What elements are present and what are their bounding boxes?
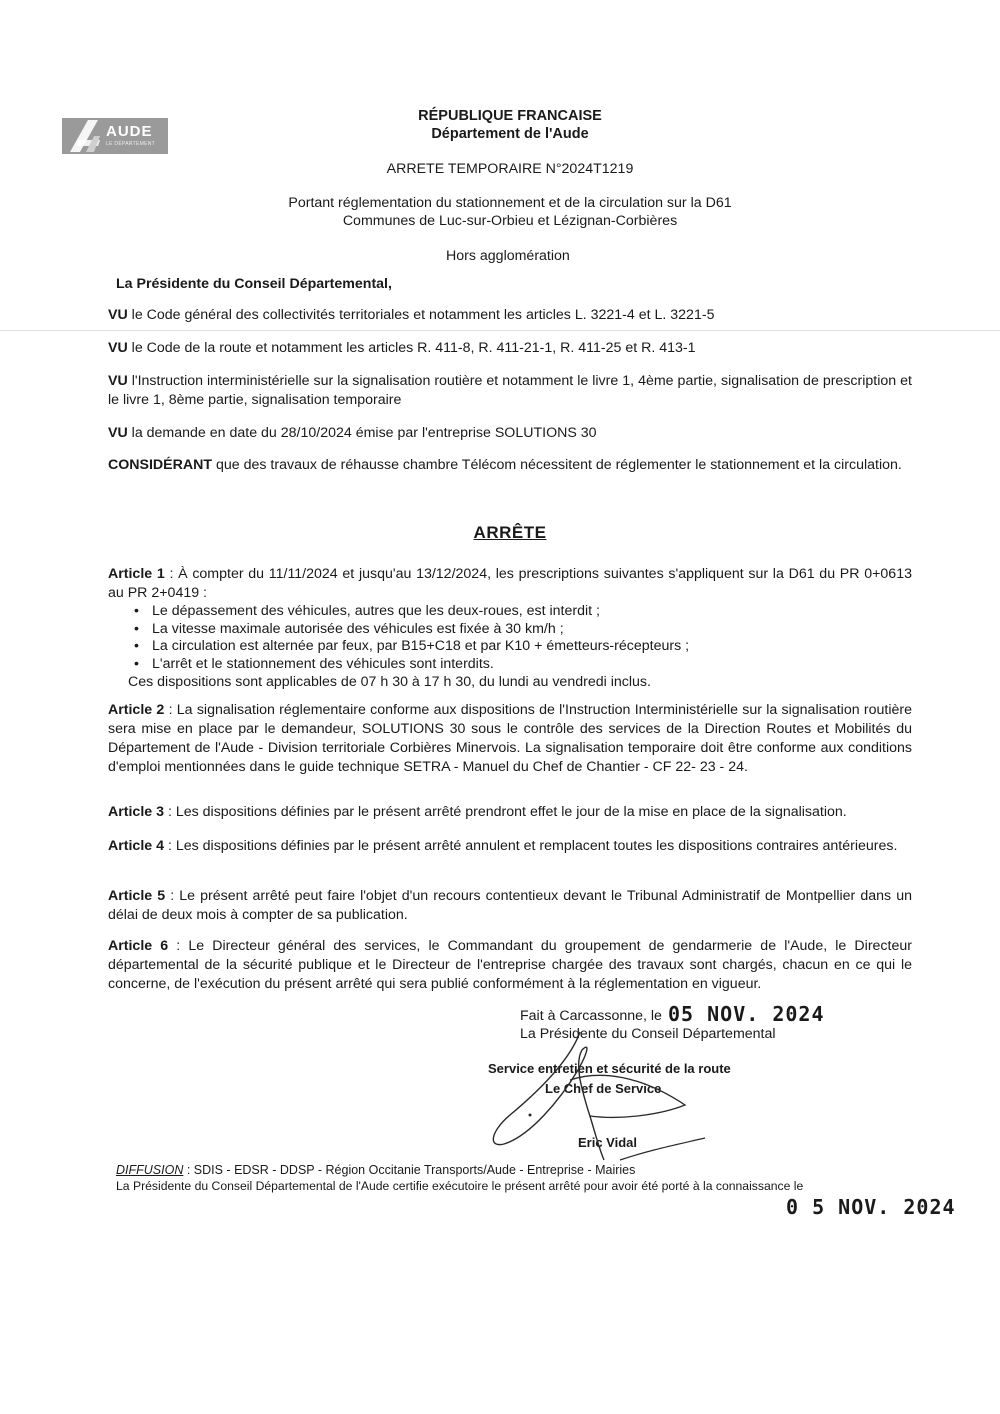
handwritten-signature: [470, 1020, 730, 1170]
vu-item: [108, 372, 912, 410]
signature-role: La Présidente du Conseil Départemental: [520, 1026, 776, 1042]
article-1: [108, 565, 912, 692]
location-label: Hors agglomération: [446, 248, 570, 264]
article-5-text: : Le présent arrêté peut faire l'objet d'un recours contentieux devant le Tribunal Administratif de Montpellier dans un délai de deux mois à compter de sa publication.: [108, 888, 912, 923]
article-6-label: Article 6: [108, 938, 169, 954]
considerant: [108, 456, 912, 475]
vu-label: VU: [108, 373, 128, 389]
signature-service: Service entretien et sécurité de la route: [488, 1061, 731, 1076]
vu-label: VU: [108, 425, 128, 441]
logo-subtitle: LE DÉPARTEMENT: [106, 141, 156, 147]
department-heading: Département de l'Aude: [431, 126, 589, 142]
republic-heading: RÉPUBLIQUE FRANCAISE: [418, 108, 602, 124]
article-2-label: Article 2: [108, 702, 165, 718]
diffusion-label: DIFFUSION: [116, 1163, 184, 1177]
vu-text: le Code de la route et notamment les articles R. 411-8, R. 411-21-1, R. 411-25 et R. 413-1: [131, 340, 696, 356]
president-title: La Présidente du Conseil Départemental,: [116, 276, 392, 292]
certification-date-stamp: 0 5 NOV. 2024: [786, 1195, 956, 1219]
article-1-label: Article 1: [108, 566, 165, 582]
subject-line-1: Portant réglementation du stationnement et de la circulation sur la D61: [288, 195, 732, 211]
article-1-bullets: [132, 603, 912, 673]
article-4: [108, 837, 912, 856]
vu-label: VU: [108, 340, 128, 356]
signature-chief: Le Chef de Service: [545, 1081, 662, 1096]
diffusion-line: [116, 1163, 916, 1178]
considerant-label: CONSIDÉRANT: [108, 457, 213, 473]
signature-name: Eric Vidal: [578, 1135, 638, 1150]
considerant-text: que des travaux de réhausse chambre Télécom nécessitent de réglementer le stationnement et la circulation.: [216, 457, 902, 473]
vu-text: la demande en date du 28/10/2024 émise par l'entreprise SOLUTIONS 30: [131, 425, 597, 441]
vu-item: [108, 306, 912, 325]
article-2-text: : La signalisation réglementaire conforme aux dispositions de l'Instruction Interministérielle sur la signalisation routière sera mise en place par le demandeur, SOLUTIONS 30 sous le contrôle des services de la Direction Routes et Mobilités du Département de l'Aude - Division territoriale Corbières Minervois. La signalisation temporaire doit être conforme aux conditions d'emploi mentionnées dans le guide technique SETRA - Manuel du Chef de Chantier - CF 22- 23 - 24.: [108, 702, 912, 775]
article-5: [108, 887, 912, 925]
vu-text: le Code général des collectivités territoriales et notamment les articles L. 3221-4 et L. 3221-5: [131, 307, 715, 323]
signature-place: Fait à Carcassonne, le: [520, 1008, 662, 1024]
article-2: [108, 701, 912, 777]
vu-label: VU: [108, 307, 128, 323]
article-4-label: Article 4: [108, 838, 164, 854]
article-6: [108, 937, 912, 994]
list-item: • La circulation est alternée par feux, par B15+C18 et par K10 + émetteurs-récepteurs ;: [132, 638, 912, 656]
article-3-text: : Les dispositions définies par le présent arrêté prendront effet le jour de la mise en place de la signalisation.: [167, 804, 847, 820]
vu-text: l'Instruction interministérielle sur la signalisation routière et notamment le livre 1, 4ème partie, signalisation de prescription et le livre 1, 8ème partie, signalisation temporaire: [108, 373, 912, 408]
list-item: • Le dépassement des véhicules, autres que les deux-roues, est interdit ;: [132, 603, 912, 621]
scan-line: [0, 330, 1000, 331]
decree-number: ARRETE TEMPORAIRE N°2024T1219: [386, 161, 634, 177]
article-4-text: : Les dispositions définies par le présent arrêté annulent et remplacent toutes les dispositions contraires antérieures.: [167, 838, 898, 854]
list-item: • L'arrêt et le stationnement des véhicules sont interdits.: [132, 656, 912, 674]
article-3: [108, 803, 912, 822]
vu-item: [108, 424, 912, 443]
article-1-intro: : À compter du 11/11/2024 et jusqu'au 13/12/2024, les prescriptions suivantes s'appliquent sur la D61 du PR 0+0613 au PR 2+0419 :: [108, 566, 912, 601]
diffusion-text: : SDIS - EDSR - DDSP - Région Occitanie Transports/Aude - Entreprise - Mairies: [186, 1163, 636, 1177]
certification-text: La Présidente du Conseil Départemental de l'Aude certifie exécutoire le présent arrêté pour avoir été porté à la connaissance le: [116, 1179, 804, 1193]
article-5-label: Article 5: [108, 888, 166, 904]
subject-line-2: Communes de Luc-sur-Orbieu et Lézignan-Corbières: [342, 213, 678, 229]
article-3-label: Article 3: [108, 804, 164, 820]
arrete-title: ARRÊTE: [473, 523, 547, 542]
vu-item: [108, 339, 912, 358]
article-1-schedule: Ces dispositions sont applicables de 07 h 30 à 17 h 30, du lundi au vendredi inclus.: [128, 674, 651, 690]
signature-date-stamp: 05 NOV. 2024: [668, 1002, 825, 1026]
list-item: • La vitesse maximale autorisée des véhicules est fixée à 30 km/h ;: [132, 621, 912, 639]
logo-name: AUDE: [106, 123, 153, 140]
article-6-text: : Le Directeur général des services, le Commandant du groupement de gendarmerie de l'Aude, le Directeur départemental de la sécurité publique et le Directeur de l'entreprise chargée des travaux sont chargés, chacun en ce qui le concerne, de l'exécution du présent arrêté qui sera publié conformément à la réglementation en vigueur.: [108, 938, 912, 992]
